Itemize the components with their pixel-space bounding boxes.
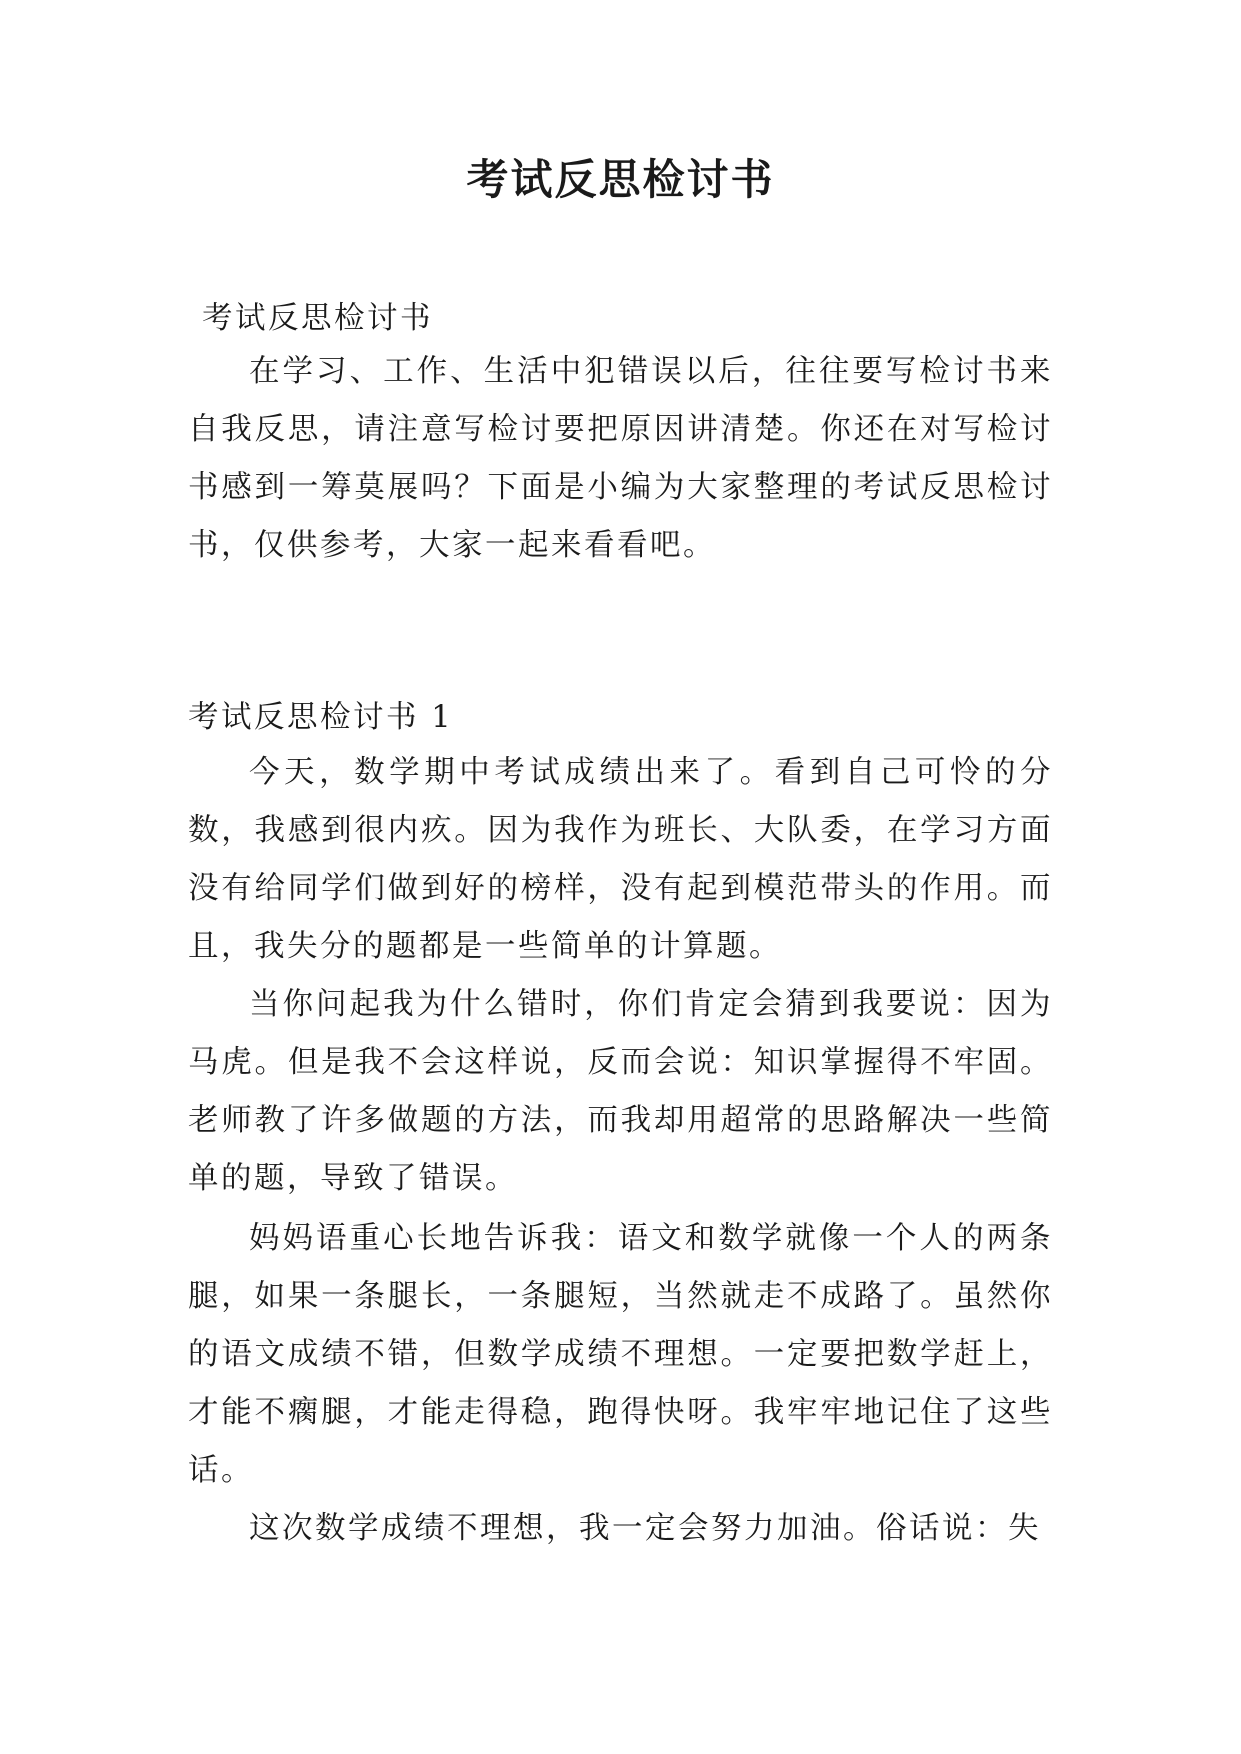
body-paragraph-4: 这次数学成绩不理想，我一定会努力加油。俗话说：失 bbox=[249, 1511, 1041, 1546]
body-paragraph-1: 今天，数学期中考试成绩出来了。看到自己可怜的分数，我感到很内疚。因为我作为班长、大队委，在学习方面没有给同学们做到好的榜样，没有起到模范带头的作用。而且，我失分的题都是一些简单的计算题。 bbox=[188, 755, 1053, 964]
document-title: 考试反思检讨书 bbox=[466, 155, 775, 204]
body-paragraph-2: 当你问起我为什么错时，你们肯定会猜到我要说：因为马虎。但是我不会这样说，反而会说：知识掌握得不牢固。老师教了许多做题的方法，而我却用超常的思路解决一些简单的题，导致了错误。 bbox=[188, 987, 1053, 1196]
section-heading: 考试反思检讨书 1 bbox=[188, 700, 454, 735]
intro-paragraph: 在学习、工作、生活中犯错误以后，往往要写检讨书来自我反思，请注意写检讨要把原因讲清楚。你还在对写检讨书感到一筹莫展吗？下面是小编为大家整理的考试反思检讨书，仅供参考，大家一起来看看吧。 bbox=[188, 354, 1053, 563]
document-subtitle: 考试反思检讨书 bbox=[202, 301, 433, 336]
body-paragraph-3: 妈妈语重心长地告诉我：语文和数学就像一个人的两条腿，如果一条腿长，一条腿短，当然就走不成路了。虽然你的语文成绩不错，但数学成绩不理想。一定要把数学赶上，才能不瘸腿，才能走得稳，跑得快呀。我牢牢地记住了这些话。 bbox=[188, 1221, 1053, 1488]
